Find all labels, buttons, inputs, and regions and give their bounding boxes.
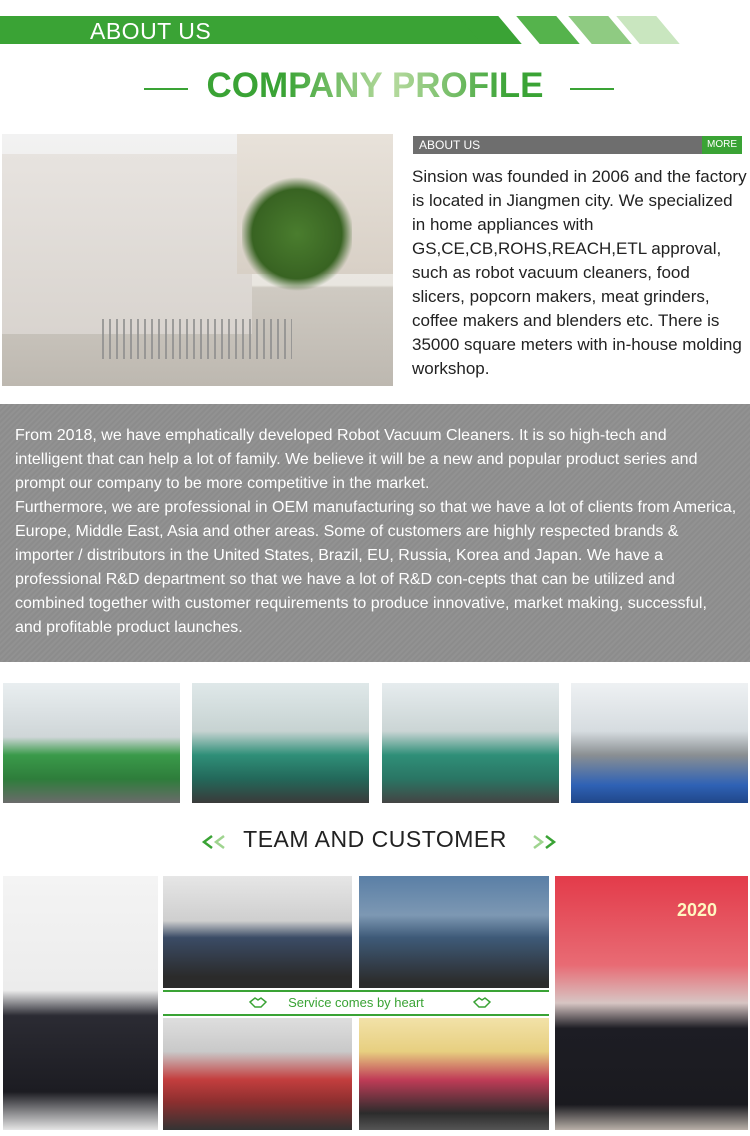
factory-photo-machining	[571, 683, 748, 803]
intro-text	[15, 424, 737, 640]
banner-title: ABOUT US	[90, 18, 212, 44]
factory-building-photo	[2, 134, 393, 386]
customer-photo	[163, 1018, 352, 1130]
building-facade	[2, 154, 252, 334]
factory-gate	[102, 319, 292, 359]
title-line-right	[570, 88, 614, 90]
service-caption-band	[163, 990, 549, 1016]
about-us-text: Sinsion was founded in 2006 and the factory is located in Jiangmen city. We specialized in home appliances with GS,CE,CB,ROHS,REACH,ETL approval, such as robot vacuum cleaners, food slicers, popcorn makers, meat grinders, coffee makers and blenders etc. There is 35000 square meters with in-house molding workshop.	[412, 167, 747, 378]
factory-photo-assembly-line	[382, 683, 559, 803]
company-profile-title: COMPANY PROFILE	[0, 66, 750, 106]
chevron-right-icon	[530, 834, 560, 850]
intro-paragraph-1: From 2018, we have emphatically developed Robot Vacuum Cleaners. It is so high-tech and intelligent that can help a lot of family. We believe it will be a new and popular product series and prompt our company to be more competitive in the market.	[15, 427, 698, 492]
service-caption: Service comes by heart	[288, 995, 424, 1010]
about-us-header-label: ABOUT US	[419, 138, 481, 152]
team-customer-title: TEAM AND CUSTOMER	[243, 826, 507, 852]
customer-photo	[359, 1018, 549, 1130]
team-photo-sales-staff	[3, 876, 158, 1130]
intro-block	[0, 404, 750, 662]
about-us-banner	[0, 16, 750, 44]
more-button[interactable]: MORE	[702, 136, 742, 154]
annual-meeting-year: 2020	[676, 900, 718, 920]
divider	[163, 990, 549, 992]
factory-photo-assembly-line	[192, 683, 369, 803]
about-us-header	[413, 136, 742, 154]
customer-photo	[163, 876, 352, 988]
tree	[242, 174, 352, 294]
divider	[163, 1014, 549, 1016]
banner-bar	[0, 16, 488, 44]
banner-stripe	[516, 16, 579, 44]
factory-photo-molding	[3, 683, 180, 803]
intro-paragraph-2: Furthermore, we are professional in OEM manufacturing so that we have a lot of clients from America, Europe, Middle East, Asia and other areas. Some of customers are highly respected brands & importer / distributors in the United States, Brazil, EU, Russia, Korea and Japan. We have a professional R&D department so that we have a lot of R&D con-cepts that can be utilized and combined together with customer requirements to produce innovative, market making, successful, and profitable product launches.	[15, 499, 737, 636]
customer-photo	[359, 876, 549, 988]
handshake-icon	[473, 994, 491, 1010]
